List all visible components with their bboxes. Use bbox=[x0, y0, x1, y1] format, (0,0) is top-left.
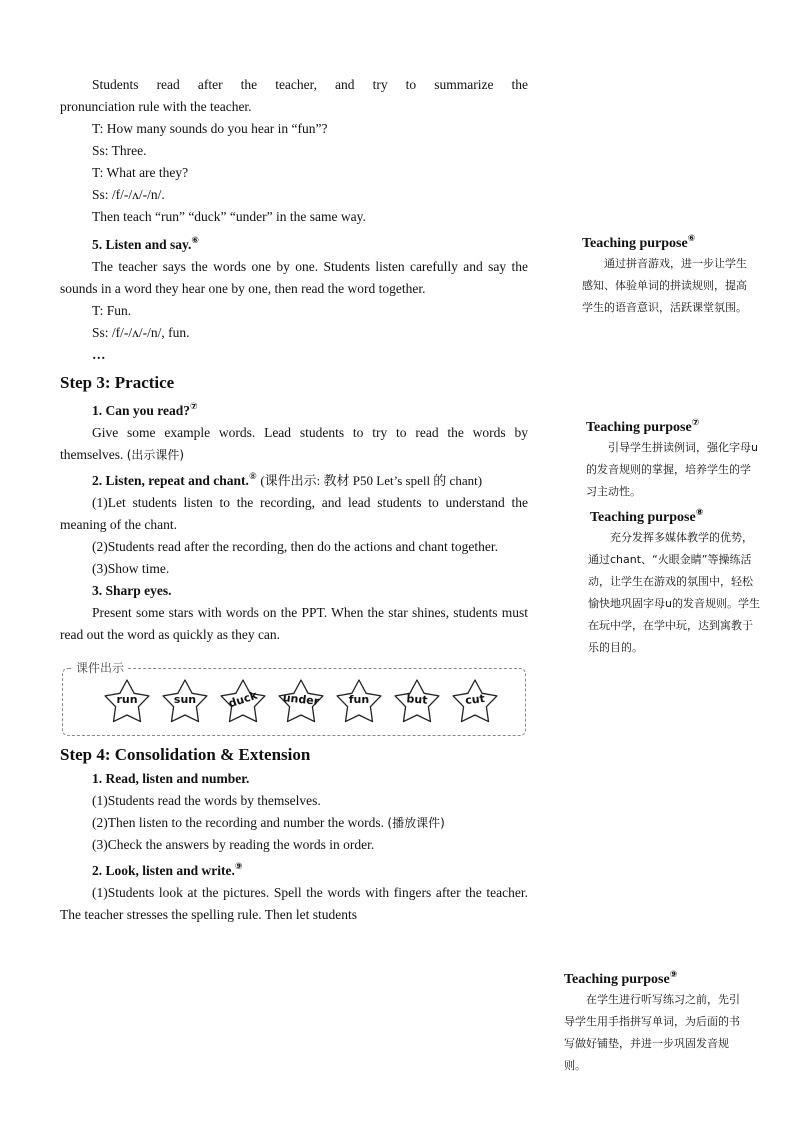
side-note-8 bbox=[588, 504, 762, 659]
paragraph: Students read after the teacher, and try to summarize the bbox=[92, 77, 528, 92]
ellipsis: … bbox=[92, 347, 106, 362]
cn-note: (出示课件) bbox=[126, 448, 185, 462]
side-note-text: 充分发挥多媒体教学的优势，通过chant、“火眼金睛”等操练活动，让学生在游戏的氛围中，轻松愉快地巩固字母u的发音规则。学生在玩中学，在学中玩，达到寓教于乐的目的。 bbox=[588, 531, 760, 654]
step-heading: Step 4: Consolidation & Extension bbox=[60, 745, 311, 764]
list-item: (1)Students read the words by themselves. bbox=[92, 793, 321, 808]
star-word: sun bbox=[173, 693, 197, 706]
footnote-mark: ⑨ bbox=[234, 862, 243, 872]
list-item: (1)Let students listen to the recording, and lead students to understand the meaning of the chant. bbox=[60, 495, 528, 532]
side-note-6 bbox=[582, 230, 754, 319]
activity-heading: 1. Can you read?⑦ bbox=[92, 402, 198, 418]
list-item: (2)Students read after the recording, then do the actions and chant together. bbox=[92, 539, 498, 554]
footnote-mark: ⑧ bbox=[248, 472, 257, 482]
paragraph: (1)Students look at the pictures. Spell the words with fingers after the teacher. The teacher stresses the spelling rule. Then let students bbox=[60, 885, 528, 922]
dialogue-line: T: How many sounds do you hear in “fun”? bbox=[92, 121, 328, 136]
activity-heading: 2. Look, listen and write.⑨ bbox=[92, 862, 243, 878]
list-item: (2)Then listen to the recording and number the words. (播放课件) bbox=[92, 815, 445, 830]
word-star bbox=[161, 677, 209, 727]
main-column bbox=[60, 74, 528, 926]
paragraph: Present some stars with words on the PPT. When the star shines, students must read out the word as quickly as they can. bbox=[60, 605, 528, 642]
dialogue-line: Then teach “run” “duck” “under” in the same way. bbox=[92, 209, 366, 224]
paragraph: pronunciation rule with the teacher. bbox=[60, 99, 252, 114]
side-note-7 bbox=[586, 414, 760, 503]
dialogue-line: Ss: /f/-/ʌ/-/n/. bbox=[92, 187, 165, 202]
star-word: cut bbox=[464, 692, 486, 707]
paragraph: Give some example words. Lead students to try to read the words by themselves. (出示课件) bbox=[60, 425, 528, 462]
word-star bbox=[393, 677, 441, 727]
courseware-box bbox=[62, 661, 526, 736]
dialogue-line: Ss: /f/-/ʌ/-/n/, fun. bbox=[92, 325, 190, 340]
side-note-9 bbox=[564, 966, 740, 1077]
star-row bbox=[103, 677, 499, 727]
cn-note: (课件出示: 教材 P50 Let’s spell 的 chant) bbox=[260, 473, 483, 488]
side-note-heading: Teaching purpose⑦ bbox=[586, 418, 700, 435]
list-item: (3)Show time. bbox=[92, 561, 170, 576]
side-note-text: 通过拼音游戏，进一步让学生感知、体验单词的拼读规则，提高学生的语音意识，活跃课堂氛围。 bbox=[582, 257, 747, 314]
footnote-mark: ⑦ bbox=[190, 402, 198, 412]
word-star bbox=[335, 677, 383, 727]
dialogue-line: T: What are they? bbox=[92, 165, 189, 180]
courseware-tag: 课件出示 bbox=[73, 659, 127, 676]
paragraph: The teacher says the words one by one. Students listen carefully and say the sounds in a word they hear one by one, then read the word together. bbox=[60, 259, 528, 296]
side-note-text: 在学生进行听写练习之前，先引导学生用手指拼写单词，为后面的书写做好铺垫，并进一步巩固发音规则。 bbox=[564, 993, 740, 1072]
list-item: (3)Check the answers by reading the words in order. bbox=[92, 837, 375, 852]
star-word: fun bbox=[348, 693, 370, 706]
word-star bbox=[103, 677, 151, 727]
footnote-mark: ⑥ bbox=[191, 236, 200, 246]
star-word: under bbox=[282, 691, 320, 708]
side-note-heading: Teaching purpose⑥ bbox=[582, 234, 696, 251]
word-star bbox=[277, 677, 325, 727]
activity-heading: 5. Listen and say.⑥ bbox=[92, 236, 200, 252]
star-word: run bbox=[116, 693, 138, 706]
dialogue-line: T: Fun. bbox=[92, 303, 132, 318]
star-word: but bbox=[406, 692, 428, 707]
activity-heading: 3. Sharp eyes. bbox=[92, 583, 172, 598]
activity-heading: 1. Read, listen and number. bbox=[92, 771, 250, 786]
side-note-heading: Teaching purpose⑧ bbox=[590, 508, 704, 525]
step-heading: Step 3: Practice bbox=[60, 373, 175, 392]
side-note-heading: Teaching purpose⑨ bbox=[564, 970, 678, 987]
word-star bbox=[219, 677, 267, 727]
star-word: duck bbox=[226, 688, 260, 711]
dialogue-line: Ss: Three. bbox=[92, 143, 147, 158]
word-star bbox=[451, 677, 499, 727]
cn-note: (播放课件) bbox=[387, 816, 445, 830]
activity-heading: 2. Listen, repeat and chant.⑧ (课件出示: 教材 P50 Let’s spell 的 chant) bbox=[92, 472, 483, 488]
side-note-text: 引导学生拼读例词，强化字母u的发音规则的掌握，培养学生的学习主动性。 bbox=[586, 441, 758, 498]
